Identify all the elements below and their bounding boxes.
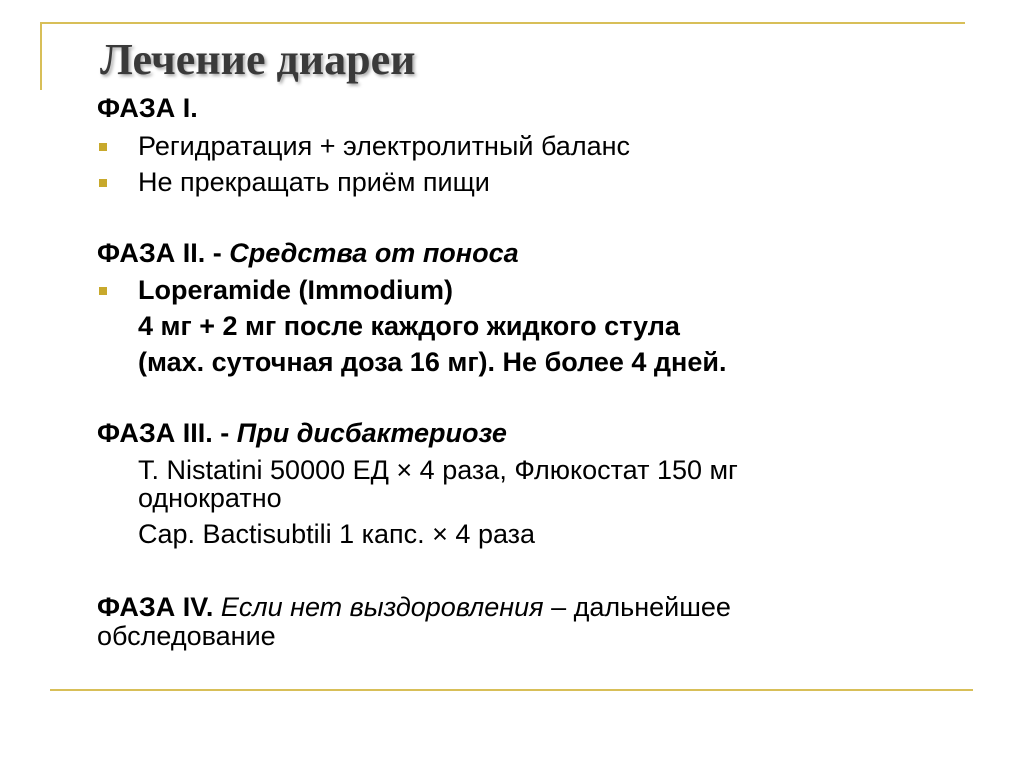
phase3-line-1b: однократно	[138, 483, 282, 513]
phase4-subtitle: Если нет выздоровления	[213, 592, 544, 622]
phase2-heading-line	[97, 237, 519, 269]
bullet-icon	[99, 179, 107, 187]
bottom-rule	[50, 689, 973, 691]
phase2-dose: 4 мг + 2 мг после каждого жидкого стула	[138, 311, 680, 341]
phase3-subtitle: При дисбактериозе	[236, 418, 507, 448]
left-rule	[40, 22, 42, 90]
phase2-heading: ФАЗА II. -	[97, 238, 230, 268]
phase4-heading: ФАЗА IV.	[97, 592, 214, 622]
bullet-icon	[99, 287, 107, 295]
phase1-item-1: Регидратация + электролитный баланс	[138, 131, 630, 161]
phase2-max-dose: (мах. суточная доза 16 мг). Не более 4 дней.	[138, 347, 727, 377]
phase4-rest: – дальнейшее	[543, 592, 731, 622]
phase2-subtitle: Средства от поноса	[229, 238, 519, 268]
slide-title: Лечение диареи	[100, 35, 416, 84]
phase3-heading: ФАЗА III. -	[97, 418, 237, 448]
phase4-line-2: обследование	[97, 621, 276, 651]
phase1-item-2: Не прекращать приём пищи	[138, 167, 490, 197]
top-rule	[40, 22, 965, 24]
phase3-line-1a: T. Nistatini 50000 ЕД × 4 раза, Флюкостат 150 мг	[138, 455, 738, 485]
phase4-heading-line	[97, 591, 731, 623]
phase2-item: Loperamide (Immodium)	[138, 275, 454, 305]
phase3-heading-line	[97, 417, 507, 449]
bullet-icon	[99, 143, 107, 151]
phase3-line-2: Cap. Bactisubtili 1 капс. × 4 раза	[138, 519, 536, 549]
phase1-heading: ФАЗА I.	[97, 93, 198, 123]
